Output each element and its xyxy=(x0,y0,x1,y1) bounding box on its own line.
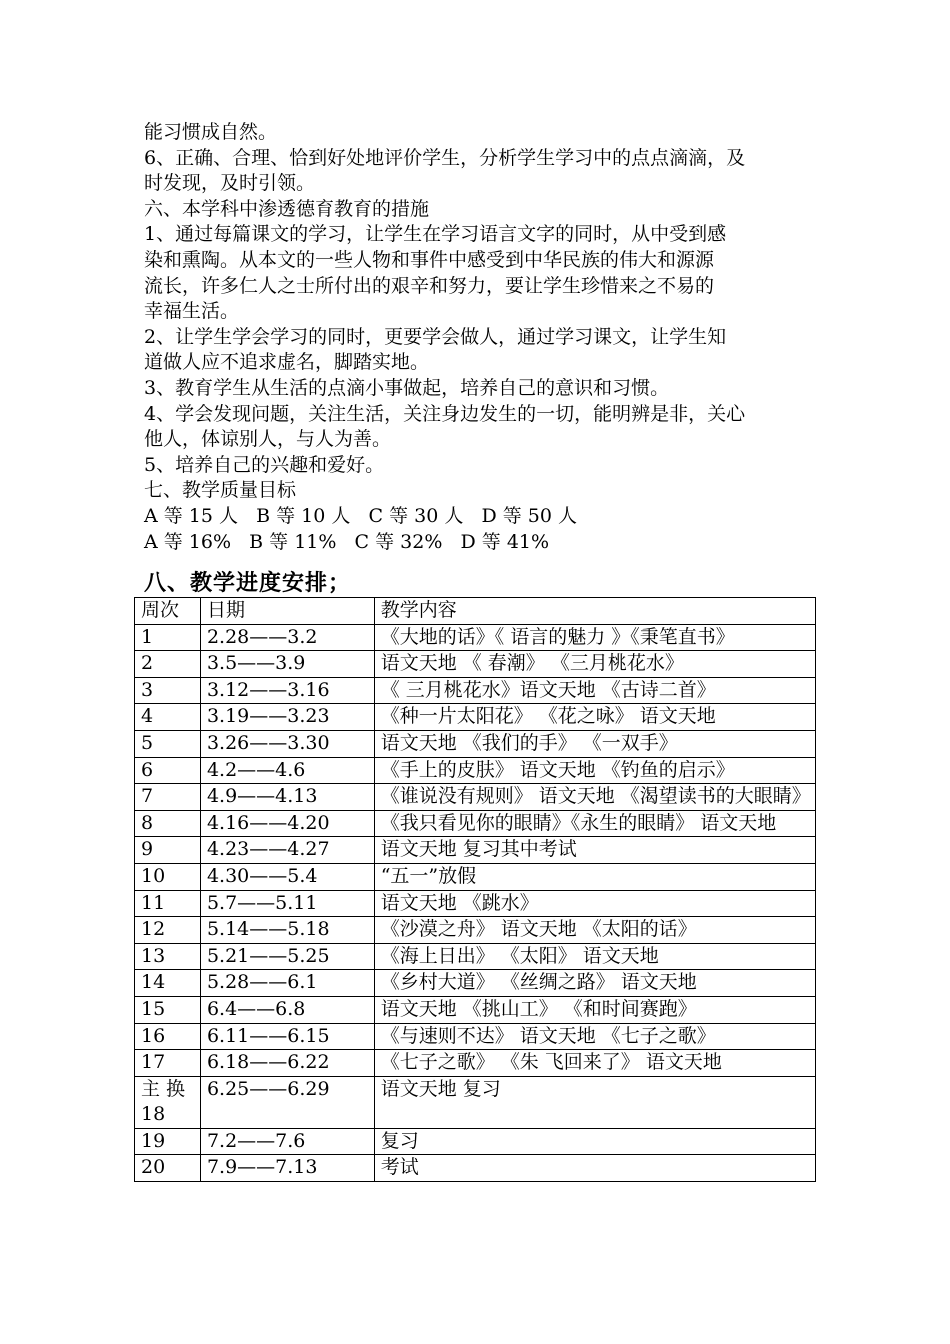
header-date: 日期 xyxy=(200,598,374,625)
cell-date: 5.28——6.1 xyxy=(200,970,374,997)
cell-date: 4.16——4.20 xyxy=(200,810,374,837)
table-row xyxy=(135,624,816,651)
cell-content: 语文天地 《我们的手》 《一双手》 xyxy=(374,730,815,757)
cell-week: 12 xyxy=(135,917,201,944)
table-row xyxy=(135,784,816,811)
paragraph-line: 七、教学质量目标 xyxy=(144,479,297,502)
paragraph xyxy=(144,478,816,504)
cell-week: 1 xyxy=(135,624,201,651)
cell-week: 6 xyxy=(135,757,201,784)
paragraph xyxy=(144,222,816,324)
cell-date: 7.9——7.13 xyxy=(200,1155,374,1182)
table-row xyxy=(135,1128,816,1155)
cell-date: 4.9——4.13 xyxy=(200,784,374,811)
cell-content: 《沙漠之舟》 语文天地 《太阳的话》 xyxy=(374,917,815,944)
paragraph-line: 六、本学科中渗透德育教育的措施 xyxy=(144,197,430,220)
cell-content: 《大地的话》《 语言的魅力 》《秉笔直书》 xyxy=(374,624,815,651)
schedule-table xyxy=(134,597,816,1182)
cell-week: 15 xyxy=(135,996,201,1023)
header-week: 周次 xyxy=(135,598,201,625)
paragraph-line: 道做人应不追求虚名，脚踏实地。 xyxy=(144,351,430,374)
table-row xyxy=(135,1076,816,1128)
table-row xyxy=(135,890,816,917)
cell-content: 《种一片太阳花》 《花之咏》 语文天地 xyxy=(374,704,815,731)
cell-week: 3 xyxy=(135,677,201,704)
table-row xyxy=(135,704,816,731)
cell-date: 3.12——3.16 xyxy=(200,677,374,704)
cell-week: 20 xyxy=(135,1155,201,1182)
cell-content: 语文天地 复习 xyxy=(374,1076,815,1128)
cell-week: 2 xyxy=(135,651,201,678)
paragraph-line: 5、培养自己的兴趣和爱好。 xyxy=(144,453,385,476)
cell-week: 16 xyxy=(135,1023,201,1050)
cell-content: 《我只看见你的眼睛》《永生的眼睛》 语文天地 xyxy=(374,810,815,837)
paragraph-line: 3、教育学生从生活的点滴小事做起，培养自己的意识和习惯。 xyxy=(144,376,670,399)
table-row xyxy=(135,837,816,864)
cell-week: 5 xyxy=(135,730,201,757)
cell-content: “五一”放假 xyxy=(374,863,815,890)
cell-date: 6.18——6.22 xyxy=(200,1050,374,1077)
cell-week: 11 xyxy=(135,890,201,917)
cell-date: 3.19——3.23 xyxy=(200,704,374,731)
paragraph-line: 6、正确、合理、恰到好处地评价学生，分析学生学习中的点点滴滴，及 xyxy=(144,146,746,169)
cell-date: 6.4——6.8 xyxy=(200,996,374,1023)
paragraph-line: 流长，许多仁人之士所付出的艰辛和努力，要让学生珍惜来之不易的 xyxy=(144,274,715,297)
cell-content: 复习 xyxy=(374,1128,815,1155)
cell-content: 《七子之歌》 《朱 飞回来了》 语文天地 xyxy=(374,1050,815,1077)
paragraph xyxy=(144,504,816,530)
cell-content: 《 三月桃花水》语文天地 《古诗二首》 xyxy=(374,677,815,704)
cell-content: 《与速则不达》 语文天地 《七子之歌》 xyxy=(374,1023,815,1050)
paragraph-line: 2、让学生学会学习的同时，更要学会做人，通过学习课文，让学生知 xyxy=(144,325,727,348)
table-row xyxy=(135,1023,816,1050)
cell-content: 考试 xyxy=(374,1155,815,1182)
paragraph xyxy=(144,530,816,556)
cell-date: 6.25——6.29 xyxy=(200,1076,374,1128)
paragraph-line: 幸福生活。 xyxy=(144,300,240,323)
cell-content: 《手上的皮肤》 语文天地 《钓鱼的启示》 xyxy=(374,757,815,784)
cell-week: 7 xyxy=(135,784,201,811)
paragraph-line: 4、学会发现问题，关注生活，关注身边发生的一切，能明辨是非，关心 xyxy=(144,402,746,425)
table-row xyxy=(135,917,816,944)
paragraph-line: 时发现，及时引领。 xyxy=(144,172,316,195)
table-row xyxy=(135,863,816,890)
cell-date: 5.7——5.11 xyxy=(200,890,374,917)
cell-date: 3.26——3.30 xyxy=(200,730,374,757)
header-content: 教学内容 xyxy=(374,598,815,625)
paragraph-line: 能习惯成自然。 xyxy=(144,121,278,143)
cell-week: 17 xyxy=(135,1050,201,1077)
paragraph-line: A 等 15 人 B 等 10 人 C 等 30 人 D 等 50 人 xyxy=(144,504,577,527)
cell-week: 4 xyxy=(135,704,201,731)
paragraphs xyxy=(144,120,816,555)
table-row xyxy=(135,1050,816,1077)
table-header-row xyxy=(135,598,816,625)
cell-week: 8 xyxy=(135,810,201,837)
cell-week: 19 xyxy=(135,1128,201,1155)
paragraph xyxy=(144,453,816,479)
cell-content: 语文天地 复习其中考试 xyxy=(374,837,815,864)
table-row xyxy=(135,1155,816,1182)
paragraph xyxy=(144,402,816,453)
paragraph-line: 染和熏陶。从本文的一些人物和事件中感受到中华民族的伟大和源源 xyxy=(144,248,715,271)
paragraph xyxy=(144,197,816,223)
cell-content: 语文天地 《 春潮》 《三月桃花水》 xyxy=(374,651,815,678)
cell-content: 《海上日出》 《太阳》 语文天地 xyxy=(374,943,815,970)
cell-week: 主 换 18 xyxy=(135,1076,201,1128)
cell-date: 2.28——3.2 xyxy=(200,624,374,651)
paragraph-line: 他人，体谅别人，与人为善。 xyxy=(144,428,392,451)
paragraph xyxy=(144,325,816,376)
cell-content: 《谁说没有规则》 语文天地 《渴望读书的大眼睛》 xyxy=(374,784,815,811)
cell-week: 9 xyxy=(135,837,201,864)
document-body xyxy=(144,120,816,609)
cell-date: 6.11——6.15 xyxy=(200,1023,374,1050)
cell-week: 10 xyxy=(135,863,201,890)
cell-content: 语文天地 《挑山工》 《和时间赛跑》 xyxy=(374,996,815,1023)
cell-content: 《乡村大道》 《丝绸之路》 语文天地 xyxy=(374,970,815,997)
table-row xyxy=(135,970,816,997)
table-row xyxy=(135,996,816,1023)
paragraph xyxy=(144,146,816,197)
cell-date: 5.21——5.25 xyxy=(200,943,374,970)
cell-week: 13 xyxy=(135,943,201,970)
paragraph-line: 1、通过每篇课文的学习，让学生在学习语言文字的同时，从中受到感 xyxy=(144,223,727,246)
paragraph xyxy=(144,120,816,146)
table-row xyxy=(135,677,816,704)
table-row xyxy=(135,943,816,970)
cell-content: 语文天地 《跳水》 xyxy=(374,890,815,917)
cell-date: 5.14——5.18 xyxy=(200,917,374,944)
table-row xyxy=(135,651,816,678)
cell-date: 4.23——4.27 xyxy=(200,837,374,864)
cell-date: 4.30——5.4 xyxy=(200,863,374,890)
section-heading: 八、教学进度安排； xyxy=(144,571,352,597)
cell-date: 7.2——7.6 xyxy=(200,1128,374,1155)
cell-date: 3.5——3.9 xyxy=(200,651,374,678)
paragraph xyxy=(144,376,816,402)
cell-date: 4.2——4.6 xyxy=(200,757,374,784)
table-row xyxy=(135,730,816,757)
cell-week: 14 xyxy=(135,970,201,997)
table-row xyxy=(135,757,816,784)
paragraph-line: A 等 16% B 等 11% C 等 32% D 等 41% xyxy=(144,530,550,553)
table-row xyxy=(135,810,816,837)
